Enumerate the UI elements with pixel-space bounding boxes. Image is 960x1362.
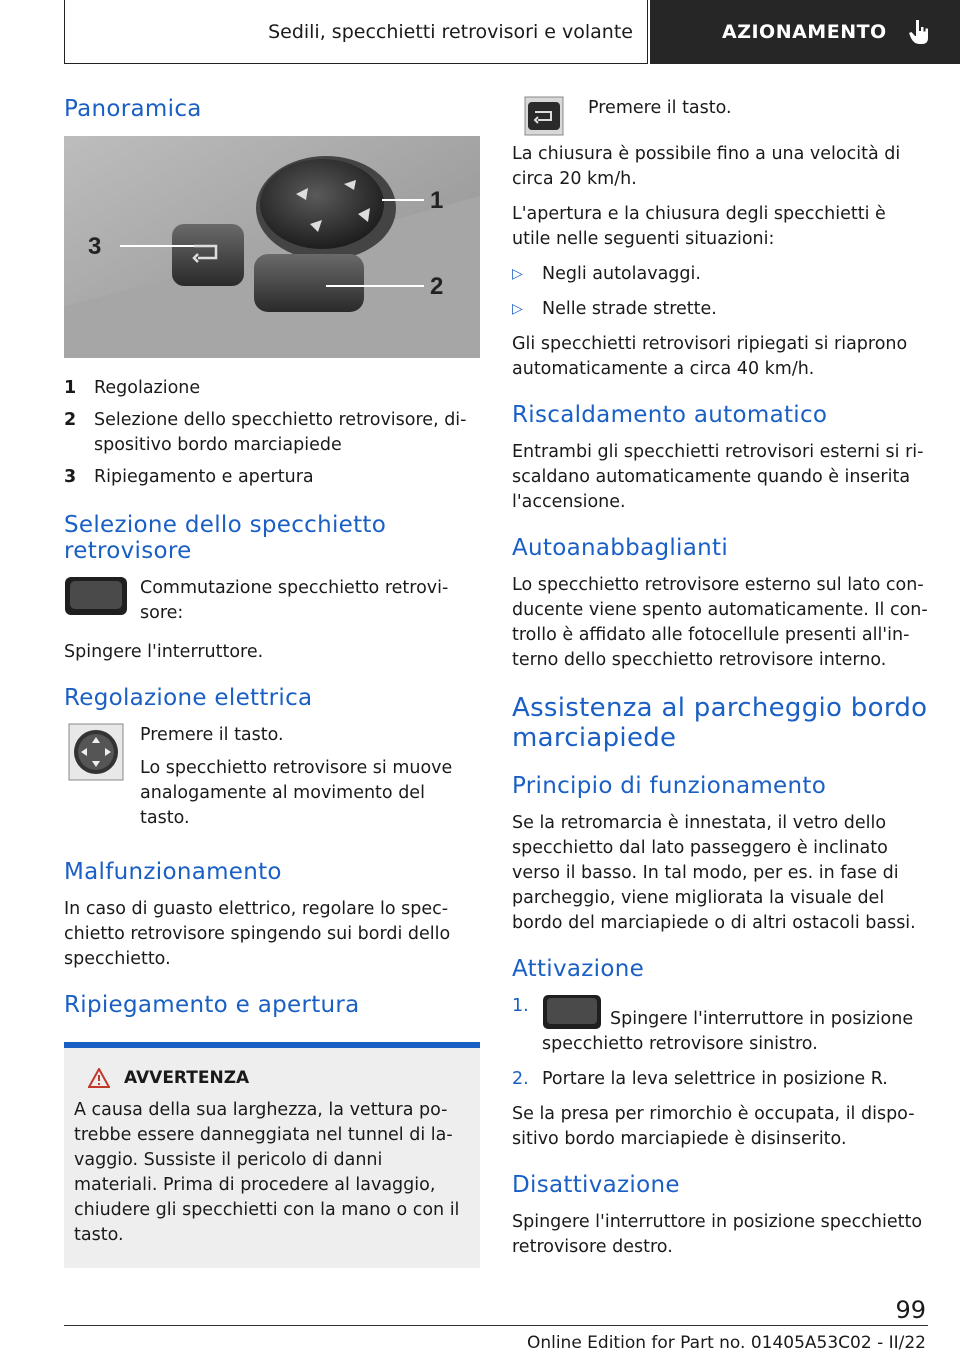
deactivation-text: Spingere l'interruttore in posizione specchietto retrovisore destro.: [512, 1212, 923, 1257]
rocker-switch-icon: [542, 994, 602, 1030]
select-icon-text: Commutazione specchietto retrovi-sore:: [140, 578, 449, 623]
deactivation-heading: Disattivazione: [512, 1172, 680, 1198]
warning-title: AVVERTENZA: [124, 1068, 250, 1088]
legend-item: 2 Selezione dello specchietto retrovisore, di-spositivo bordo marciapiede: [64, 410, 467, 455]
malfunction-text: In caso di guasto elettrico, regolare lo spec-chietto retrovisore spingendo sui bordi dello specchietto.: [64, 899, 451, 969]
curb-assist-heading: Assistenza al parcheggio bordo marciapiede: [512, 693, 928, 753]
list-item: ▷ Negli autolavaggi.: [512, 262, 928, 287]
right-column: [512, 96, 928, 1270]
principle-text: Se la retromarcia è innestata, il vetro dello specchietto dal lato passeggero è inclinato verso il basso. In tal modo, per es. in fase di parcheggio, viene migliorata la visuale del bordo del marciapiede o di altri ostacoli bassi.: [512, 813, 916, 933]
footer-rule: [64, 1325, 928, 1326]
warning-text: A causa della sua larghezza, la vettura po-trebbe essere danneggiata nel tunnel di la-vaggio. Sussiste il pericolo di danni materiali. Prima di procedere al lavaggio, chiudere gli specchietti con la mano o con il tasto.: [74, 1100, 460, 1245]
edition-text: Online Edition for Part no. 01405A53C02 - II/22: [526, 1333, 926, 1353]
heating-heading: Riscaldamento automatico: [512, 402, 828, 428]
reopen-text: Gli specchietti retrovisori ripiegati si riaprono automaticamente a circa 40 km/h.: [512, 334, 908, 379]
triangle-bullet-icon: ▷: [512, 301, 523, 317]
legend-item: 1 Regolazione: [64, 378, 201, 398]
select-text: Spingere l'interruttore.: [64, 642, 264, 662]
hand-pointer-icon: [907, 18, 933, 46]
electric-move-text: Lo specchietto retrovisore si muove analogamente al movimento del tasto.: [140, 758, 453, 828]
left-column: [64, 96, 480, 1268]
fold-icon-row: [512, 96, 928, 136]
electric-heading: Regolazione elettrica: [64, 685, 313, 711]
list-item: 1. Spingere l'interruttore in posizione specchietto retrovisore sinistro.: [512, 996, 914, 1054]
warning-box: [64, 1042, 480, 1268]
heating-text: Entrambi gli specchietti retrovisori esterni si ri-scaldano automaticamente quando è inserita l'accensione.: [512, 442, 924, 512]
list-item: ▷ Nelle strade strette.: [512, 297, 928, 322]
antiglare-heading: Autoanabbaglianti: [512, 535, 729, 561]
page-header: [0, 0, 960, 66]
trailer-text: Se la presa per rimorchio è occupata, il dispo-sitivo bordo marciapiede è disinserito.: [512, 1104, 915, 1149]
select-icon-row: [64, 576, 480, 634]
mirror-switch-photo: [64, 136, 480, 358]
fold-mirror-button-icon: [512, 96, 576, 136]
electric-icon-row: [64, 723, 480, 839]
list-item: 2. Portare la leva selettrice in posizione R.: [512, 1069, 888, 1089]
direction-knob-icon: [64, 723, 128, 781]
activation-steps: [512, 994, 928, 1092]
triangle-bullet-icon: ▷: [512, 266, 523, 282]
electric-press-text: Premere il tasto.: [140, 725, 284, 745]
principle-heading: Principio di funzionamento: [512, 773, 827, 799]
rocker-switch-icon: [64, 576, 128, 616]
press-key-text: Premere il tasto.: [588, 98, 732, 118]
page-number: 99: [895, 1296, 926, 1324]
photo-label-1: 1: [430, 187, 444, 214]
warning-triangle-icon: [88, 1068, 110, 1088]
chapter-tab: [650, 0, 960, 64]
situations-list: [512, 262, 928, 322]
malfunction-heading: Malfunzionamento: [64, 859, 282, 885]
folding-heading: Ripiegamento e apertura: [64, 992, 360, 1018]
chapter-title: AZIONAMENTO: [722, 21, 887, 43]
closing-speed-text: La chiusura è possibile fino a una velocità di circa 20 km/h.: [512, 144, 901, 189]
useful-intro-text: L'apertura e la chiusura degli specchietti è utile nelle seguenti situazioni:: [512, 204, 886, 249]
activation-heading: Attivazione: [512, 956, 645, 982]
section-title: Sedili, specchietti retrovisori e volante: [64, 0, 648, 64]
photo-label-3: 3: [88, 233, 102, 260]
legend-item: 3 Ripiegamento e apertura: [64, 467, 314, 487]
antiglare-text: Lo specchietto retrovisore esterno sul lato con-ducente viene spento automaticamente. Il con-trollo è affidato alle fotocellule presenti all'in-terno dello specchietto retrovisore interno.: [512, 575, 928, 670]
photo-legend: [64, 376, 480, 490]
overview-heading: Panoramica: [64, 96, 202, 122]
select-heading: Selezione dello specchietto retrovisore: [64, 512, 387, 564]
warning-title-row: [74, 1068, 470, 1088]
photo-label-2: 2: [430, 273, 444, 300]
